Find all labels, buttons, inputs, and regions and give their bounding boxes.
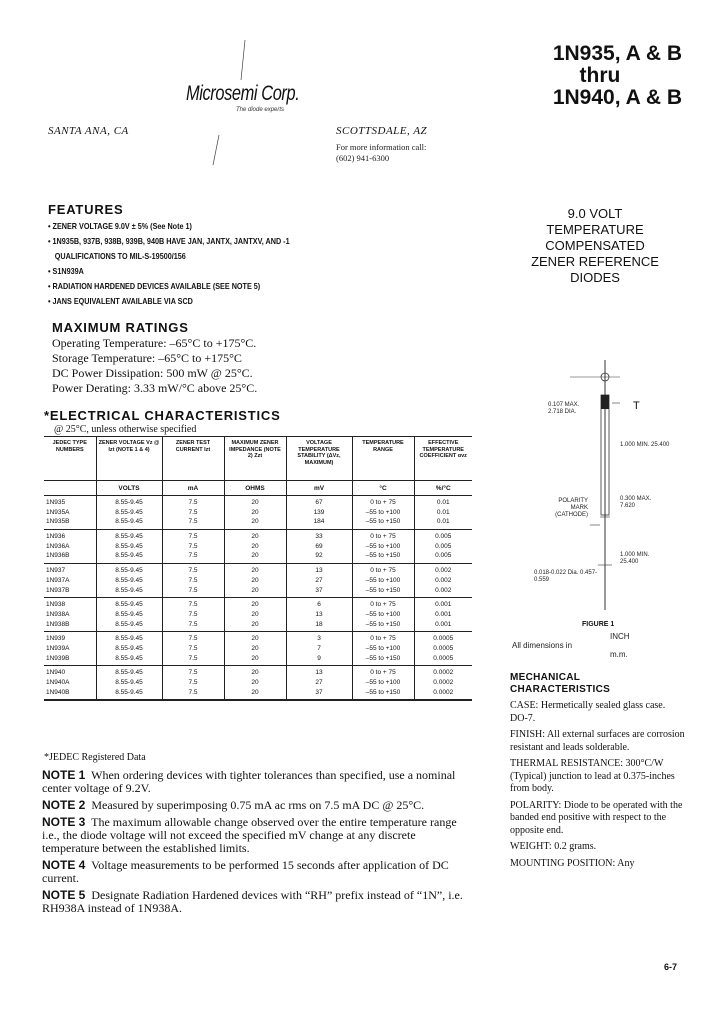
unit-cell: %/°C	[414, 481, 472, 496]
cell-value: 1N940A	[46, 679, 70, 686]
cell-value: 8.55-9.45	[115, 688, 143, 696]
cell-value: 7.5	[188, 576, 198, 584]
electrical-subheading: @ 25°C, unless otherwise specified	[54, 424, 197, 435]
cell-value: 92	[315, 552, 323, 560]
title-line-1: 1N935, A & B	[552, 42, 682, 65]
cell-value: 7.5	[188, 669, 198, 677]
mech-row: FINISH: All external surfaces are corrosion resistant and leads solderable.	[510, 729, 685, 753]
cell-value: 0.0005	[433, 635, 454, 643]
cell-value: 7.5	[188, 620, 198, 628]
contact-line-1: For more information call:	[336, 142, 427, 152]
max-ratings-heading: MAXIMUM RATINGS	[52, 320, 189, 335]
cell-value: 8.55-9.45	[115, 508, 143, 516]
table-row-group	[44, 666, 472, 700]
title-line-2: thru	[579, 64, 621, 87]
rating-line: Power Derating: 3.33 mW/°C above 25°C.	[52, 381, 258, 395]
note-item: NOTE 1 When ordering devices with tighter tolerances than specified, use a nominal center voltage of 9.2V.	[42, 768, 456, 795]
cell-value: 8.55-9.45	[115, 644, 143, 652]
table-cell	[352, 564, 414, 598]
cell-value: 20	[251, 679, 259, 686]
cell-value: 8.55-9.45	[115, 567, 143, 575]
col-header: JEDEC TYPE NUMBERS	[44, 437, 96, 481]
cell-value: 20	[251, 518, 259, 526]
table-row-group	[44, 598, 472, 632]
cell-value: –55 to +100	[365, 508, 401, 516]
table-row-group	[44, 564, 472, 598]
features-list	[48, 219, 488, 309]
desc-line-2: TEMPERATURE	[546, 222, 644, 237]
cell-value: 1N935A	[46, 508, 70, 516]
page-number: 6-7	[664, 962, 678, 972]
cell-value: 7.5	[188, 542, 198, 550]
cell-value: –55 to +100	[365, 576, 401, 584]
cell-value: 8.55-9.45	[115, 586, 143, 594]
cell-value: 20	[251, 542, 259, 550]
feature-item: • ZENER VOLTAGE 9.0V ± 5% (See Note 1)	[48, 221, 192, 231]
cell-value: 0.002	[435, 576, 452, 584]
cell-value: 8.55-9.45	[115, 518, 143, 526]
cell-value: 20	[251, 576, 259, 584]
cell-value: 13	[315, 567, 323, 575]
cell-value: 20	[251, 552, 259, 560]
dims-note-text: All dimensions in	[512, 641, 573, 650]
cell-value: 69	[315, 542, 323, 550]
table-cell	[224, 564, 286, 598]
desc-line-5: DIODES	[570, 270, 620, 285]
cell-value: 0 to + 75	[370, 533, 396, 541]
cell-value: 20	[251, 610, 259, 618]
cell-value: 7.5	[188, 533, 198, 541]
table-cell	[44, 598, 96, 632]
cell-value: 7.5	[188, 644, 198, 652]
table-cell	[44, 632, 96, 666]
cell-value: 7.5	[188, 654, 198, 662]
product-description	[508, 206, 682, 286]
cell-value: 1N939	[46, 635, 66, 643]
col-header: MAXIMUM ZENER IMPEDANCE (NOTE 2) Zzt	[224, 437, 286, 481]
electrical-table	[44, 437, 472, 700]
cell-value: 0 to + 75	[370, 669, 396, 677]
body-length-dim: 0.300 MAX. 7.620	[620, 496, 652, 509]
table-cell	[162, 496, 224, 530]
cell-value: 1N936A	[46, 542, 70, 550]
cell-value: 7.5	[188, 679, 198, 686]
table-cell	[44, 666, 96, 700]
cell-value: –55 to +150	[365, 620, 401, 628]
dimensions-note	[512, 632, 662, 659]
cell-value: 27	[315, 576, 323, 584]
cell-value: 20	[251, 533, 259, 541]
title-line-3: 1N940, A & B	[552, 86, 682, 109]
cell-value: 7.5	[188, 552, 198, 560]
cell-value: 37	[315, 586, 323, 594]
lead-length-dim-2: 1.000 MIN. 25.400	[620, 552, 650, 565]
cell-value: 1N938	[46, 601, 66, 609]
cell-value: –55 to +150	[365, 586, 401, 594]
electrical-heading: *ELECTRICAL CHARACTERISTICS	[44, 408, 281, 423]
cell-value: 8.55-9.45	[115, 610, 143, 618]
cell-value: 1N936B	[46, 552, 70, 560]
cell-value: –55 to +150	[365, 688, 401, 696]
cell-value: 20	[251, 688, 259, 696]
rating-line: Storage Temperature: –65°C to +175°C	[52, 351, 242, 365]
cell-value: 0 to + 75	[370, 635, 396, 643]
cell-value: 1N936	[46, 533, 66, 541]
figure-caption: FIGURE 1	[582, 621, 615, 628]
cell-value: 0.005	[435, 542, 452, 550]
units-row	[44, 481, 472, 496]
table-cell	[96, 598, 162, 632]
mechanical-section	[510, 672, 685, 870]
note-item: NOTE 2 Measured by superimposing 0.75 mA ac rms on 7.5 mA DC @ 25°C.	[42, 798, 425, 812]
cell-value: 0.0005	[433, 654, 454, 662]
lead-dia-dim: 0.107 MAX. 2.718 DIA.	[548, 402, 580, 415]
cell-value: 1N935	[46, 499, 66, 506]
unit-cell: mA	[162, 481, 224, 496]
cell-value: 0.005	[435, 533, 452, 541]
table-cell	[224, 632, 286, 666]
features-heading: FEATURES	[48, 202, 124, 217]
notes-section	[42, 769, 472, 919]
mech-row: MOUNTING POSITION: Any	[510, 857, 635, 869]
cell-value: –55 to +150	[365, 654, 401, 662]
dims-unit-mm: m.m.	[610, 650, 628, 659]
table-cell	[286, 564, 352, 598]
desc-line-4: ZENER REFERENCE	[531, 254, 659, 269]
mechanical-heading-1: MECHANICAL	[510, 672, 581, 683]
cell-value: 8.55-9.45	[115, 620, 143, 628]
table-header-row	[44, 437, 472, 481]
unit-cell: °C	[352, 481, 414, 496]
cell-value: 7.5	[188, 635, 198, 643]
mech-row: WEIGHT: 0.2 grams.	[510, 841, 597, 852]
cell-value: 37	[315, 688, 323, 696]
cell-value: 3	[317, 635, 321, 643]
desc-line-3: COMPENSATED	[545, 238, 645, 253]
table-cell	[286, 530, 352, 564]
table-cell	[286, 496, 352, 530]
city-left: SANTA ANA, CA	[48, 125, 129, 137]
cell-value: 8.55-9.45	[115, 601, 143, 609]
part-title	[553, 43, 682, 109]
cell-value: 0 to + 75	[370, 567, 396, 575]
cell-value: 0.001	[435, 601, 452, 609]
cell-value: 13	[315, 610, 323, 618]
unit-cell: mV	[286, 481, 352, 496]
table-cell	[414, 564, 472, 598]
feature-item: • S1N939A	[48, 266, 84, 276]
feature-item: QUALIFICATIONS TO MIL-S-19500/156	[54, 251, 186, 261]
table-cell	[96, 632, 162, 666]
cell-value: 0.01	[436, 499, 450, 506]
cell-value: 67	[315, 499, 323, 506]
cell-value: 1N938A	[46, 610, 70, 618]
cell-value: 7.5	[188, 567, 198, 575]
dims-unit-inch: INCH	[610, 632, 630, 641]
table-cell	[224, 496, 286, 530]
rating-line: Operating Temperature: –65°C to +175°C.	[52, 336, 257, 350]
table-cell	[96, 496, 162, 530]
cell-value: 0.002	[435, 586, 452, 594]
wire-dia-dim: 0.018-0.022 Dia. 0.457-0.559	[534, 570, 598, 583]
cell-value: 20	[251, 620, 259, 628]
table-cell	[162, 632, 224, 666]
table-cell	[414, 598, 472, 632]
desc-line-1: 9.0 VOLT	[567, 206, 623, 221]
cell-value: 18	[315, 620, 323, 628]
cell-value: 0 to + 75	[370, 601, 396, 609]
table-cell	[224, 666, 286, 700]
col-header: TEMPERATURE RANGE	[352, 437, 414, 481]
table-cell	[162, 564, 224, 598]
cell-value: 20	[251, 508, 259, 516]
table-cell	[352, 598, 414, 632]
table-cell	[96, 564, 162, 598]
cell-value: 1N940	[46, 669, 66, 677]
cell-value: 0.0002	[433, 679, 454, 686]
t-label: T	[633, 400, 640, 412]
cell-value: –55 to +150	[365, 552, 401, 560]
cell-value: 8.55-9.45	[115, 499, 143, 506]
contact-info	[336, 142, 426, 164]
cell-value: 7.5	[188, 586, 198, 594]
table-cell	[352, 666, 414, 700]
unit-cell	[44, 481, 96, 496]
table-cell	[286, 666, 352, 700]
max-ratings-list	[52, 336, 257, 396]
cell-value: 1N939B	[46, 654, 70, 662]
cell-value: 1N937A	[46, 576, 70, 584]
col-header: EFFECTIVE TEMPERATURE COEFFICIENT αvz	[414, 437, 472, 481]
company-logo: Microsemi Corp.	[186, 82, 300, 105]
table-cell	[162, 598, 224, 632]
logo-decorative-lines	[205, 40, 255, 170]
cell-value: 0 to + 75	[370, 499, 396, 506]
polarity-mark-label: POLARITY MARK (CATHODE)	[555, 498, 588, 518]
table-cell	[44, 530, 96, 564]
cell-value: 1N939A	[46, 644, 70, 652]
jedec-footnote: *JEDEC Registered Data	[44, 752, 146, 763]
mechanical-heading-2: CHARACTERISTICS	[510, 684, 611, 695]
cell-value: 8.55-9.45	[115, 533, 143, 541]
table-cell	[44, 564, 96, 598]
cell-value: 1N937B	[46, 586, 70, 594]
logo-tagline: The diode experts	[236, 107, 285, 113]
cell-value: 7	[317, 644, 321, 652]
lead-length-dim-1: 1.000 MIN. 25.400	[620, 442, 670, 448]
table-cell	[162, 530, 224, 564]
city-right: SCOTTSDALE, AZ	[336, 125, 428, 137]
cell-value: 33	[315, 533, 323, 541]
cell-value: 8.55-9.45	[115, 669, 143, 677]
cell-value: 20	[251, 499, 259, 506]
table-cell	[352, 496, 414, 530]
cell-value: 184	[313, 518, 325, 526]
cell-value: 1N940B	[46, 688, 70, 696]
cell-value: 0.01	[436, 508, 450, 516]
cell-value: 7.5	[188, 499, 198, 506]
cell-value: 7.5	[188, 508, 198, 516]
table-cell	[224, 598, 286, 632]
cell-value: 27	[315, 679, 323, 686]
cell-value: –55 to +100	[365, 644, 401, 652]
cell-value: 20	[251, 601, 259, 609]
cell-value: 20	[251, 669, 259, 677]
table-cell	[224, 530, 286, 564]
cell-value: –55 to +100	[365, 610, 401, 618]
unit-cell: OHMS	[224, 481, 286, 496]
cell-value: 7.5	[188, 688, 198, 696]
electrical-table-wrap	[44, 436, 472, 701]
table-cell	[352, 632, 414, 666]
cell-value: 0.01	[436, 518, 450, 526]
table-cell	[286, 598, 352, 632]
feature-item: • JANS EQUIVALENT AVAILABLE VIA SCD	[48, 296, 193, 306]
cell-value: 1N935B	[46, 518, 70, 526]
cell-value: –55 to +150	[365, 518, 401, 526]
cell-value: 8.55-9.45	[115, 542, 143, 550]
contact-line-2: (602) 941-6300	[336, 153, 390, 163]
cell-value: 0.0002	[433, 669, 454, 677]
table-cell	[414, 496, 472, 530]
mech-row: THERMAL RESISTANCE: 300°C/W (Typical) junction to lead at 0.375-inches from body.	[510, 758, 675, 794]
table-row-group	[44, 530, 472, 564]
col-header: ZENER VOLTAGE Vz @ Izt (NOTE 1 & 4)	[96, 437, 162, 481]
feature-item: • RADIATION HARDENED DEVICES AVAILABLE (SEE NOTE 5)	[48, 281, 261, 291]
rating-line: DC Power Dissipation: 500 mW @ 25°C.	[52, 366, 253, 380]
table-cell	[414, 632, 472, 666]
cell-value: 7.5	[188, 518, 198, 526]
cell-value: 1N937	[46, 567, 66, 575]
table-cell	[44, 496, 96, 530]
cell-value: 20	[251, 644, 259, 652]
table-cell	[286, 632, 352, 666]
cell-value: 20	[251, 654, 259, 662]
feature-item: • 1N935B, 937B, 938B, 939B, 940B HAVE JAN, JANTX, JANTXV, AND -1	[48, 236, 290, 246]
cell-value: 139	[313, 508, 325, 516]
cell-value: 20	[251, 635, 259, 643]
cell-value: 8.55-9.45	[115, 635, 143, 643]
cell-value: 0.002	[435, 567, 452, 575]
cell-value: 0.0005	[433, 644, 454, 652]
col-header: VOLTAGE TEMPERATURE STABILITY (ΔVz, MAXIMUM)	[286, 437, 352, 481]
cell-value: 1N938B	[46, 620, 70, 628]
table-cell	[162, 666, 224, 700]
cell-value: –55 to +100	[365, 679, 401, 686]
cell-value: 20	[251, 586, 259, 594]
table-cell	[352, 530, 414, 564]
cell-value: 9	[317, 654, 321, 662]
cell-value: 0.0002	[433, 688, 454, 696]
table-cell	[96, 666, 162, 700]
table-cell	[96, 530, 162, 564]
table-cell	[414, 530, 472, 564]
cell-value: 0.001	[435, 620, 452, 628]
cell-value: 8.55-9.45	[115, 552, 143, 560]
mech-row: POLARITY: Diode to be operated with the banded end positive with respect to the opposite end.	[510, 799, 683, 836]
note-item: NOTE 3 The maximum allowable change observed over the entire temperature range i.e., the diode voltage will not exceed the specified mV change at any discrete temperature between the established limits.	[42, 815, 457, 855]
note-item: NOTE 4 Voltage measurements to be performed 15 seconds after application of DC current.	[42, 858, 449, 885]
mech-row: CASE: Hermetically sealed glass case. DO-7.	[510, 700, 666, 724]
col-header: ZENER TEST CURRENT Izt	[162, 437, 224, 481]
cell-value: 7.5	[188, 610, 198, 618]
table-row-group	[44, 496, 472, 530]
unit-cell: VOLTS	[96, 481, 162, 496]
cell-value: 7.5	[188, 601, 198, 609]
cell-value: 13	[315, 669, 323, 677]
cell-value: 8.55-9.45	[115, 679, 143, 686]
cell-value: 0.005	[435, 552, 452, 560]
cell-value: 8.55-9.45	[115, 576, 143, 584]
table-row-group	[44, 632, 472, 666]
cell-value: 8.55-9.45	[115, 654, 143, 662]
cell-value: 20	[251, 567, 259, 575]
table-cell	[414, 666, 472, 700]
cell-value: 6	[317, 601, 321, 609]
cell-value: 0.001	[435, 610, 452, 618]
note-item: NOTE 5 Designate Radiation Hardened devices with “RH” prefix instead of “1N”, i.e. RH938A instead of 1N938A.	[42, 888, 463, 915]
cell-value: –55 to +100	[365, 542, 401, 550]
table-body	[44, 496, 472, 700]
